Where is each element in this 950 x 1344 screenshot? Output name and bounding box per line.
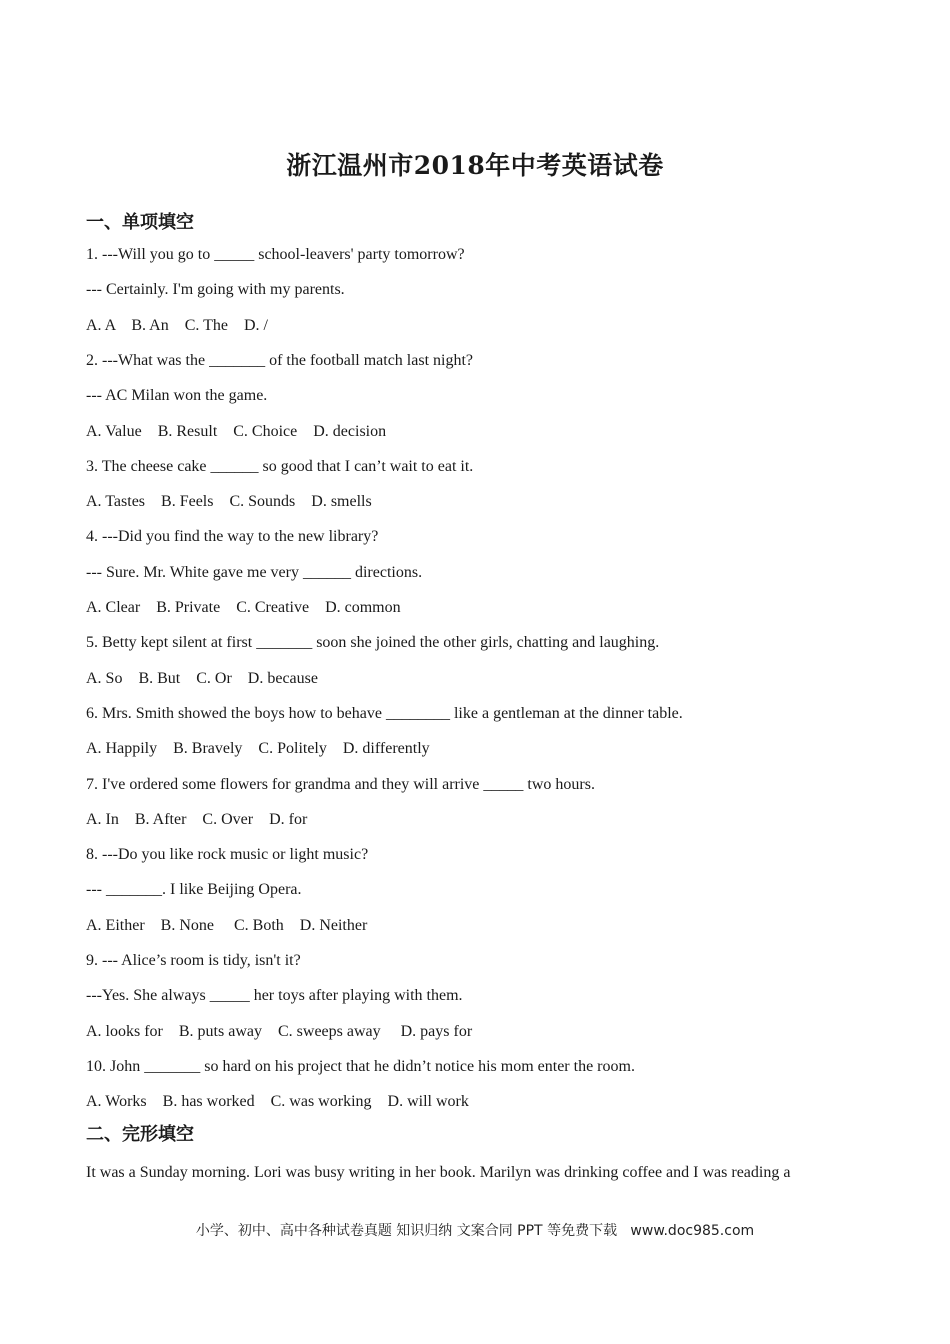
question-dialog-line: --- AC Milan won the game. [86, 387, 268, 404]
question-stem: 7. I've ordered some flowers for grandma and they will arrive _____ two hours. [86, 776, 595, 793]
question-stem: 4. ---Did you find the way to the new library? [86, 528, 379, 545]
question-options: A. Works B. has worked C. was working D. will work [86, 1093, 469, 1110]
question-stem: 2. ---What was the _______ of the football match last night? [86, 352, 474, 369]
question-stem: 8. ---Do you like rock music or light music? [86, 846, 369, 863]
question-options: A. So B. But C. Or D. because [86, 670, 318, 687]
question-options: A. Clear B. Private C. Creative D. common [86, 599, 401, 616]
section-heading-single-choice: 一、单项填空 [86, 212, 194, 233]
cloze-passage-line: It was a Sunday morning. Lori was busy writing in her book. Marilyn was drinking coffee and I was reading a [86, 1164, 791, 1181]
question-dialog-line: --- Sure. Mr. White gave me very ______ directions. [86, 564, 423, 581]
question-stem: 9. --- Alice’s room is tidy, isn't it? [86, 952, 301, 969]
question-dialog-line: ---Yes. She always _____ her toys after playing with them. [86, 987, 463, 1004]
question-stem: 6. Mrs. Smith showed the boys how to behave ________ like a gentleman at the dinner table. [86, 705, 683, 722]
question-options: A. Happily B. Bravely C. Politely D. differently [86, 740, 430, 757]
question-options: A. looks for B. puts away C. sweeps away D. pays for [86, 1023, 473, 1040]
question-options: A. In B. After C. Over D. for [86, 811, 308, 828]
question-dialog-line: --- Certainly. I'm going with my parents. [86, 281, 345, 298]
question-stem: 1. ---Will you go to _____ school-leavers' party tomorrow? [86, 246, 465, 263]
question-options: A. Tastes B. Feels C. Sounds D. smells [86, 493, 372, 510]
question-options: A. Value B. Result C. Choice D. decision [86, 423, 387, 440]
question-stem: 3. The cheese cake ______ so good that I can’t wait to eat it. [86, 458, 474, 475]
question-stem: 10. John _______ so hard on his project that he didn’t notice his mom enter the room. [86, 1058, 635, 1075]
question-dialog-line: --- _______. I like Beijing Opera. [86, 881, 302, 898]
question-options: A. Either B. None C. Both D. Neither [86, 917, 368, 934]
question-options: A. A B. An C. The D. / [86, 317, 268, 334]
footer-text: 小学、初中、高中各种试卷真题 知识归纳 文案合同 PPT 等免费下载 www.doc985.com [195, 1223, 755, 1239]
page-title: 浙江温州市2018年中考英语试卷 [286, 151, 664, 180]
section-heading-cloze: 二、完形填空 [86, 1124, 194, 1145]
question-stem: 5. Betty kept silent at first _______ soon she joined the other girls, chatting and laughing. [86, 634, 660, 651]
